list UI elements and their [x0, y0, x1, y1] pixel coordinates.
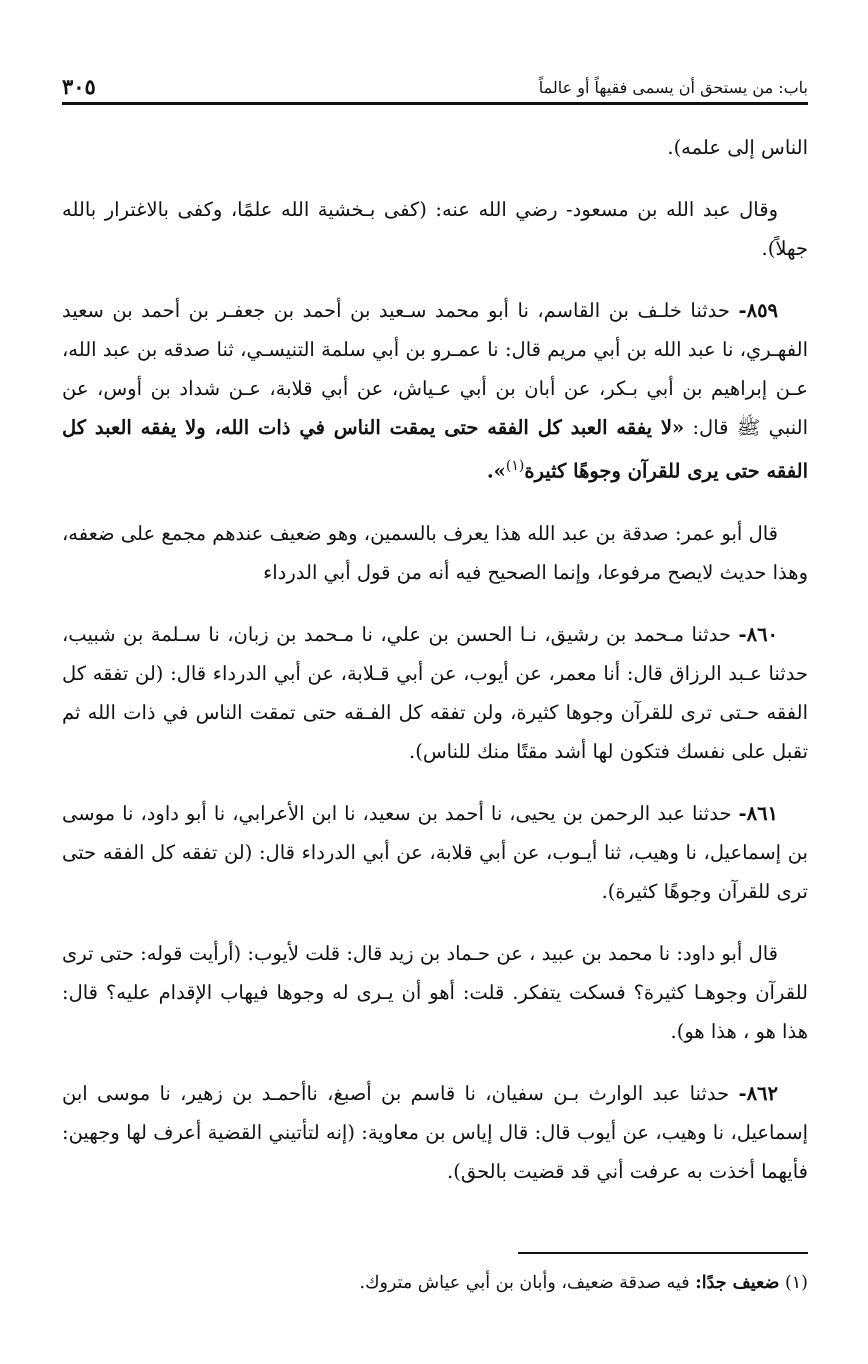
running-title: باب: من يستحق أن يسمى فقيهاً أو عالماً — [538, 78, 808, 97]
hadith-text: حدثنا مـحمد بن رشيق، نـا الحسن بن علي، نا مـحمد بن زبان، نا سـلمة بن شبيب، حدثنا عـبد الرزاق قال: أنا معمر، عن أيوب، عن أبي قـلابة، عن أبي الدرداء قال: (لن تفقه كل الفقه حـتى ترى للقرآن وجوها كثيرة، ولن تفقه كل الفـقه حتى تمقت الناس في ذات الله ثم تقبل على نفسك فتكون لها أشد مقتًا منك للناس). — [62, 622, 808, 763]
hadith-number: ٨٥٩- — [738, 299, 779, 322]
paragraph-abu-umar: قال أبو عمر: صدقة بن عبد الله هذا يعرف بالسمين، وهو ضعيف عندهم مجمع على ضعفه، وهذا حديث لايصح مرفوعا، وإنما الصحيح فيه أنه من قول أبي الدرداء — [62, 521, 808, 584]
paragraph-continuation: الناس إلى علمه). — [667, 136, 808, 159]
hadith-text: حدثنا عبد الرحمن بن يحيى، نا أحمد بن سعيد، نا ابن الأعرابي، نا أبو داود، نا موسى بن إسماعيل، نا وهيب، ثنا أيـوب، عن أبي قلابة، عن أبي الدرداء قال: (لن تفقه كل الفقه حتى ترى للقرآن وجوهًا كثيرة). — [62, 801, 808, 903]
footnote-grade: ضعيف جدًا: — [695, 1273, 780, 1293]
hadith-matn: «لا يفقه العبد كل الفقه حتى يمقت الناس في ذات الله، ولا يفقه العبد كل الفقه حتى يرى للقرآن وجوهًا كثيرة — [62, 416, 808, 483]
footnote-divider — [518, 1252, 808, 1254]
footnote-marker: (١) — [784, 1273, 808, 1293]
hadith-isnad: حدثنا خلـف بن القاسم، نا أبو محمد سـعيد بن أحمد بن جعفـر بن أحمد بن سعيد الفهـري، نا عبد الله بن أبي مريم قال: نا عمـرو بن أبي سلمة التنيسـي، ثنا صدقه بن عبد الله، عـن إبراهيم بن أبي بـكر، عن أبان بن أبي عـياش، عن أبي قلابة، عـن شداد بن أوس، عن النبي ﷺ قال: — [62, 299, 808, 439]
hadith-859 — [62, 291, 808, 491]
footnote-text: فيه صدقة ضعيف، وأبان بن أبي عياش متروك. — [359, 1273, 690, 1293]
hadith-matn-end: ». — [486, 459, 506, 483]
paragraph-abu-dawud: قال أبو داود: نا محمد بن عبيد ، عن حـماد بن زيد قال: قلت لأيوب: (أرأيت قوله: حتى ترى للقرآن وجوهـا كثيرة؟ فسكت يتفكر. قلت: أهو أن يـرى له وجوها فيهاب الإقدام عليه؟ قال: هذا هو ، هذا هو). — [62, 941, 808, 1043]
hadith-860 — [62, 615, 808, 771]
hadith-number: ٨٦١- — [738, 801, 779, 825]
hadith-number: ٨٦٢- — [738, 1081, 778, 1105]
hadith-text: حدثنا عبد الوارث بـن سفيان، نا قاسم بن أصبغ، ناأحمـد بن زهير، نا موسى ابن إسماعيل، نا وهيب، عن أيوب قال: قال إياس بن معاوية: (إنه لتأتيني القضية أعرف لها وجهين: فأيهما أخذت به عرفت أني قد قضيت بالحق). — [62, 1081, 808, 1183]
hadith-number: ٨٦٠- — [738, 622, 779, 646]
footnote-reference: (١) — [505, 458, 525, 474]
page-header — [62, 64, 808, 105]
hadith-861 — [62, 794, 808, 911]
page-number: ٣٠٥ — [62, 74, 96, 99]
footnote — [62, 1268, 808, 1298]
hadith-862 — [62, 1074, 808, 1191]
paragraph-quote-ibn-masud: وقال عبد الله بن مسعود- رضي الله عنه: (كفى بـخشية الله علمًا، وكفى بالاغترار بالله جهلاً). — [62, 198, 808, 260]
body-text — [62, 128, 808, 1214]
